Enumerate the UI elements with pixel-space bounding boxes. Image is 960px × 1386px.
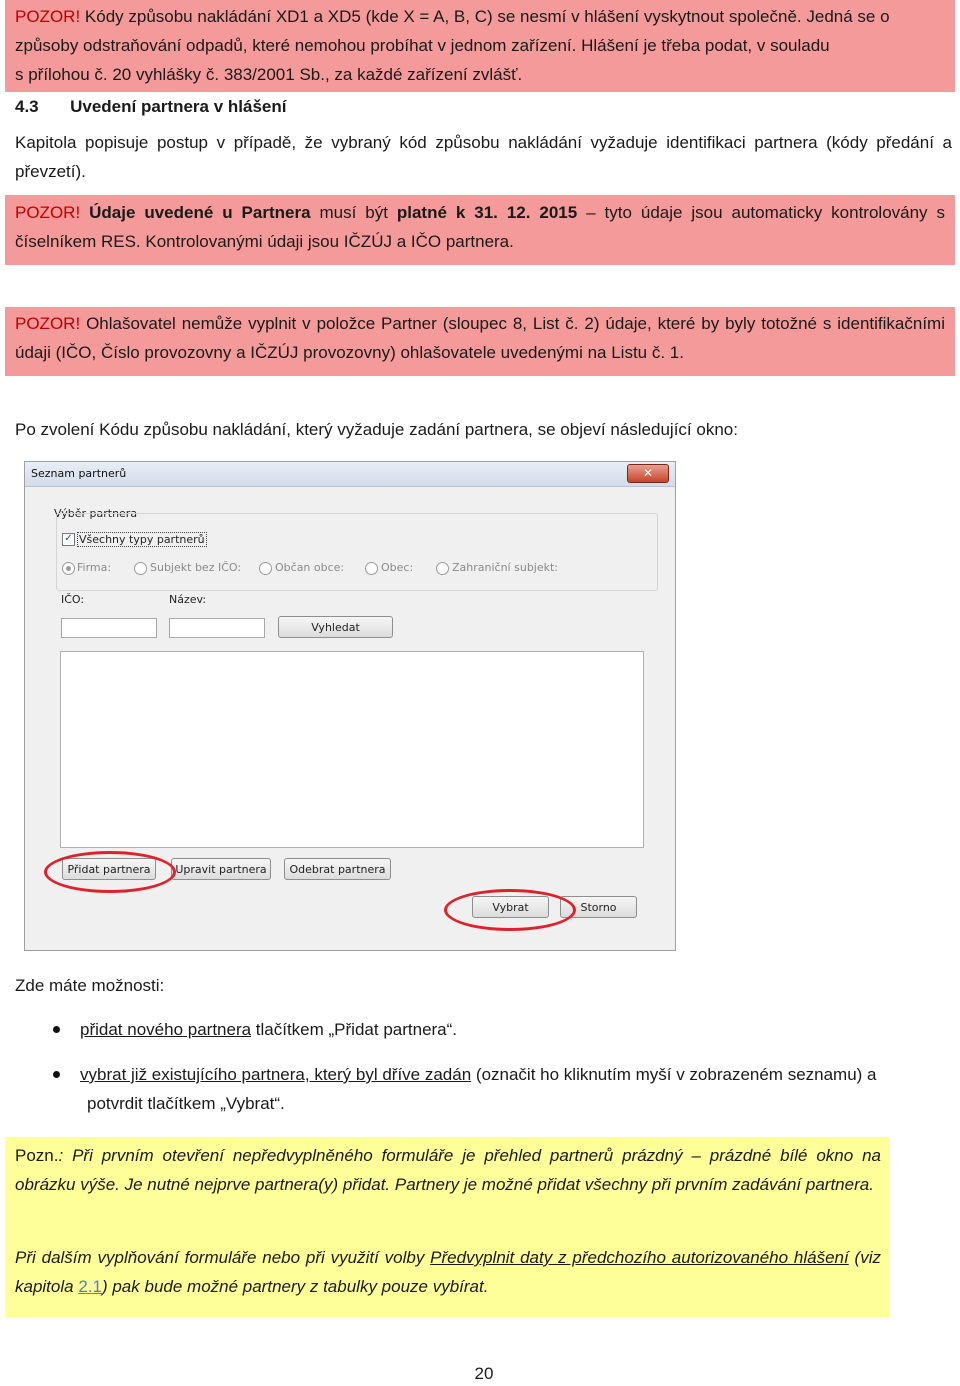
page-number: 20: [474, 1364, 494, 1383]
options-heading: Zde máte možnosti:: [15, 976, 165, 995]
bullet-2-text-line2: potvrdit tlačítkem „Vybrat“.: [87, 1094, 285, 1113]
name-input[interactable]: [169, 618, 265, 638]
bullet-2-link: vybrat již existujícího partnera, který byl dříve zadán: [80, 1065, 472, 1084]
note-paragraph-1: Pozn.: Při prvním otevření nepředvyplněného formuláře je přehled partnerů prázdný – prázdné bílé okno na obrázku výše. Je nutné nejprve partnera(y) přidat. Partnery je možné přidat všechny při prvním zadávání partnera.: [15, 1146, 881, 1194]
radio-zahranicni-subjekt-label: Zahraniční subjekt:: [452, 561, 559, 574]
all-types-label[interactable]: Všechny typy partnerů: [79, 533, 205, 546]
radio-zahranicni-subjekt[interactable]: [436, 562, 449, 575]
radio-obcan-obce[interactable]: [259, 562, 272, 575]
partner-selection-group: [56, 513, 658, 591]
radio-obec[interactable]: [365, 562, 378, 575]
select-highlight: [444, 889, 576, 931]
bullet-2: [53, 1071, 60, 1078]
partner-list[interactable]: [60, 651, 644, 848]
cancel-button[interactable]: Storno: [560, 896, 637, 918]
dialog-title: Seznam partnerů: [31, 467, 127, 480]
edit-partner-button[interactable]: Upravit partnera: [171, 858, 271, 880]
add-partner-highlight: [44, 851, 176, 893]
radio-obec-label: Obec:: [381, 561, 414, 574]
bullet-1-text: přidat nového partnera tlačítkem „Přidat partnera“.: [80, 1020, 458, 1039]
all-types-checkbox[interactable]: ✓: [62, 533, 75, 546]
radio-firma[interactable]: [62, 562, 75, 575]
warning-box-3-text: POZOR! Ohlašovatel nemůže vyplnit v položce Partner (sloupec 8, List č. 2) údaje, které by byly totožné s identifikačními údaji (IČO, Číslo provozovny a IČZÚJ provozovny) ohlašovatele uvedenými na Listu č. 1.: [15, 314, 945, 362]
note-prefix: Pozn.: [15, 1146, 59, 1165]
name-label: Název:: [169, 593, 207, 606]
group-label: Výběr partnera: [54, 507, 138, 520]
dialog-titlebar: [25, 462, 675, 487]
section-heading: [15, 95, 286, 119]
search-button[interactable]: Vyhledat: [278, 616, 393, 638]
close-icon[interactable]: ✕: [627, 464, 669, 483]
warning-box-2-text: POZOR! Údaje uvedené u Partnera musí být platné k 31. 12. 2015 – tyto údaje jsou automaticky kontrolovány s číselníkem RES. Kontrolovanými údaji jsou IČZÚJ a IČO partnera.: [15, 203, 945, 251]
dialog-intro-text: Po zvolení Kódu způsobu nakládání, který vyžaduje zadání partnera, se objeví následující okno:: [15, 420, 738, 439]
ico-input[interactable]: [61, 618, 157, 638]
bullet-1-link: přidat nového partnera: [80, 1020, 252, 1039]
partner-list-dialog: [24, 461, 676, 951]
bullet-2-text: vybrat již existujícího partnera, který byl dříve zadán (označit ho kliknutím myší v zobrazeném seznamu) a: [80, 1065, 877, 1084]
chapter-link[interactable]: 2.1: [78, 1277, 102, 1296]
remove-partner-button[interactable]: Odebrat partnera: [284, 858, 391, 880]
note-paragraph-2: Při dalším vyplňování formuláře nebo při využití volby Předvyplnit daty z předchozího autorizovaného hlášení (viz kapitola 2.1) pak bude možné partnery z tabulky pouze vybírat.: [15, 1248, 881, 1296]
section-number: 4.3: [15, 97, 39, 116]
radio-firma-label: Firma:: [77, 561, 112, 574]
radio-obcan-obce-label: Občan obce:: [275, 561, 345, 574]
select-button[interactable]: Vybrat: [472, 896, 549, 918]
radio-subjekt-bez-ico[interactable]: [134, 562, 147, 575]
bullet-1: [53, 1026, 60, 1033]
radio-subjekt-bez-ico-label: Subjekt bez IČO:: [150, 561, 242, 574]
add-partner-button[interactable]: Přidat partnera: [62, 858, 156, 880]
section-intro: Kapitola popisuje postup v případě, že vybraný kód způsobu nakládání vyžaduje identifikaci partnera (kódy předání a převzetí).: [15, 133, 952, 181]
section-title: Uvedení partnera v hlášení: [70, 97, 287, 116]
warning-prefix: POZOR!: [15, 7, 81, 26]
warning-box-1-text: POZOR! Kódy způsobu nakládání XD1 a XD5 (kde X = A, B, C) se nesmí v hlášení vyskytnout společně. Jedná se o způsoby odstraňování odpadů, které nemohou probíhat v jednom zařízení. Hlášení je třeba podat, v souladu s přílohou č. 20 vyhlášky č. 383/2001 Sb., za každé zařízení zvlášť.: [15, 7, 890, 84]
ico-label: IČO:: [61, 593, 85, 606]
